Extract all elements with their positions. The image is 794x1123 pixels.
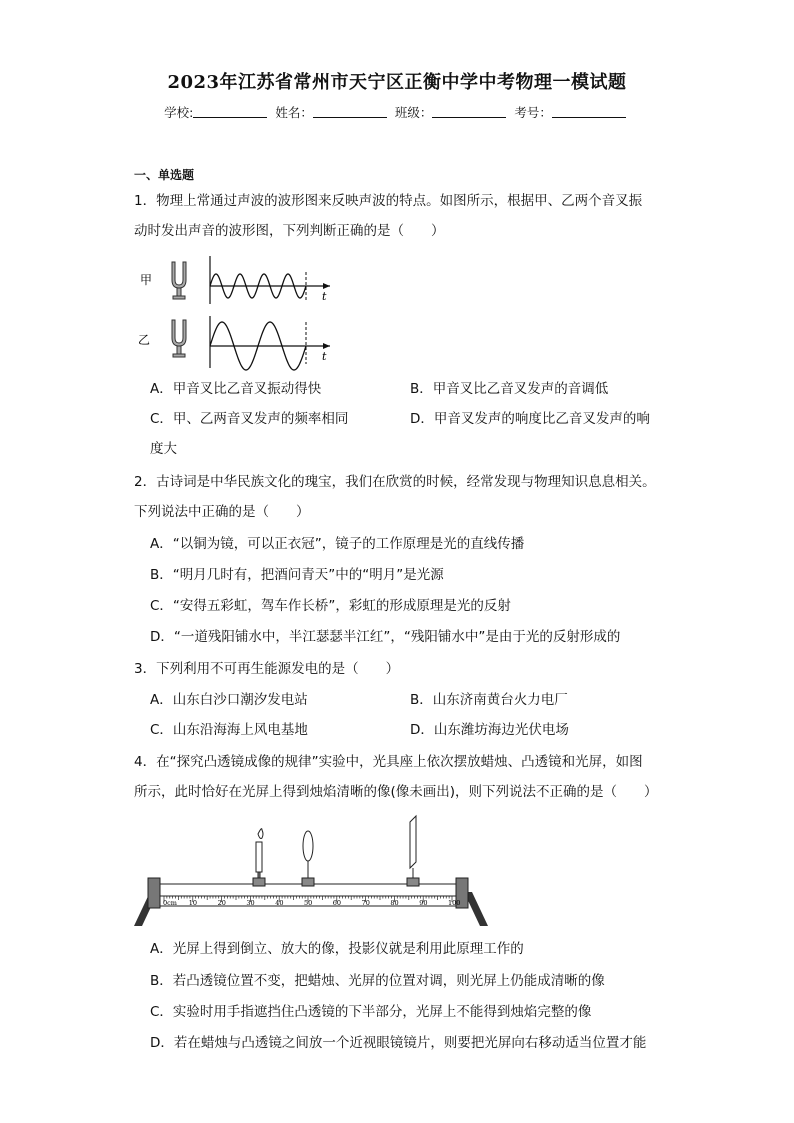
q2-option-c[interactable]: C．“安得五彩虹，驾车作长桥”，彩虹的形成原理是光的反射	[150, 598, 511, 614]
scale-label: 60	[332, 899, 342, 907]
exam-number-label: 考号：	[514, 105, 552, 120]
q3-option-d[interactable]: D．山东潍坊海边光伏电场	[410, 722, 569, 738]
q1-option-d[interactable]: D．甲音叉发声的响度比乙音叉发声的响	[410, 411, 650, 427]
tuning-fork-waveform-figure	[134, 252, 344, 372]
q2-stem-line2: 下列说法中正确的是（ ）	[134, 504, 310, 520]
scale-label: 10	[188, 899, 198, 907]
class-blank	[432, 104, 506, 118]
class-label: 班级：	[394, 105, 433, 120]
q4-option-a[interactable]: A．光屏上得到倒立、放大的像，投影仪就是利用此原理工作的	[150, 941, 524, 957]
q1-option-d-cont: 度大	[150, 441, 177, 457]
name-blank	[313, 104, 387, 118]
exam-title: 2023年江苏省常州市天宁区正衡中学中考物理一模试题	[167, 72, 627, 93]
label-jia: 甲	[140, 273, 153, 287]
q3-stem: 3．下列利用不可再生能源发电的是（ ）	[134, 661, 400, 677]
scale-label: 50	[304, 899, 313, 907]
light-screen	[407, 816, 419, 886]
tuning-fork-jia-icon	[172, 262, 186, 299]
q1-option-c[interactable]: C．甲、乙两音叉发声的频率相同	[150, 411, 349, 427]
student-info-line	[0, 103, 794, 121]
label-yi: 乙	[138, 333, 151, 347]
tuning-fork-yi-icon	[172, 320, 186, 357]
scale-label: 70	[361, 899, 370, 907]
q2-option-d[interactable]: D．“一道残阳铺水中，半江瑟瑟半江红”，“残阳铺水中”是由于光的反射形成的	[150, 629, 621, 645]
axis-t-jia: t	[322, 290, 327, 303]
q4-stem-line1: 4．在“探究凸透镜成像的规律”实验中，光具座上依次摆放蜡烛、凸透镜和光屏，如图	[134, 754, 643, 770]
q3-option-c[interactable]: C．山东沿海海上风电基地	[150, 722, 308, 738]
axis-t-yi: t	[322, 350, 327, 363]
q4-stem-line2: 所示，此时恰好在光屏上得到烛焰清晰的像(像未画出)，则下列说法不正确的是（ ）	[134, 784, 658, 800]
scale-label: 100	[448, 899, 461, 907]
name-label: 姓名：	[275, 105, 313, 120]
scale-label: 20	[217, 899, 226, 907]
section-heading: 一、单选题	[134, 168, 195, 182]
school-label: 学校:	[164, 105, 194, 120]
scale-label: 40	[275, 899, 284, 907]
school-blank	[193, 104, 267, 118]
convex-lens	[302, 831, 314, 886]
q4-option-b[interactable]: B．若凸透镜位置不变，把蜡烛、光屏的位置对调，则光屏上仍能成清晰的像	[150, 973, 605, 989]
scale-label: 90	[419, 899, 428, 907]
q4-option-c[interactable]: C．实验时用手指遮挡住凸透镜的下半部分，光屏上不能得到烛焰完整的像	[150, 1004, 592, 1020]
q1-option-b[interactable]: B．甲音叉比乙音叉发声的音调低	[410, 381, 609, 397]
exam-number-blank	[552, 104, 626, 118]
scale-label: 30	[246, 899, 255, 907]
q3-option-a[interactable]: A．山东白沙口潮汐发电站	[150, 692, 308, 708]
q1-option-a[interactable]: A．甲音叉比乙音叉振动得快	[150, 381, 322, 397]
q1-stem-line2: 动时发出声音的波形图，下列判断正确的是（ ）	[134, 223, 445, 239]
q2-stem-line1: 2．古诗词是中华民族文化的瑰宝，我们在欣赏的时候，经常发现与物理知识息息相关。	[134, 474, 656, 490]
scale-label: 0cm	[163, 899, 177, 907]
candle	[253, 829, 265, 886]
optical-bench-figure	[134, 812, 494, 930]
q1-stem-line1: 1．物理上常通过声波的波形图来反映声波的特点。如图所示，根据甲、乙两个音叉振	[134, 193, 643, 209]
q2-option-a[interactable]: A．“以铜为镜，可以正衣冠”，镜子的工作原理是光的直线传播	[150, 536, 525, 552]
q2-option-b[interactable]: B．“明月几时有，把酒问青天”中的“明月”是光源	[150, 567, 444, 583]
q3-option-b[interactable]: B．山东济南黄台火力电厂	[410, 692, 568, 708]
bench-left-end	[148, 878, 160, 908]
scale-label: 80	[390, 899, 399, 907]
q4-option-d[interactable]: D．若在蜡烛与凸透镜之间放一个近视眼镜镜片，则要把光屏向右移动适当位置才能	[150, 1035, 647, 1051]
